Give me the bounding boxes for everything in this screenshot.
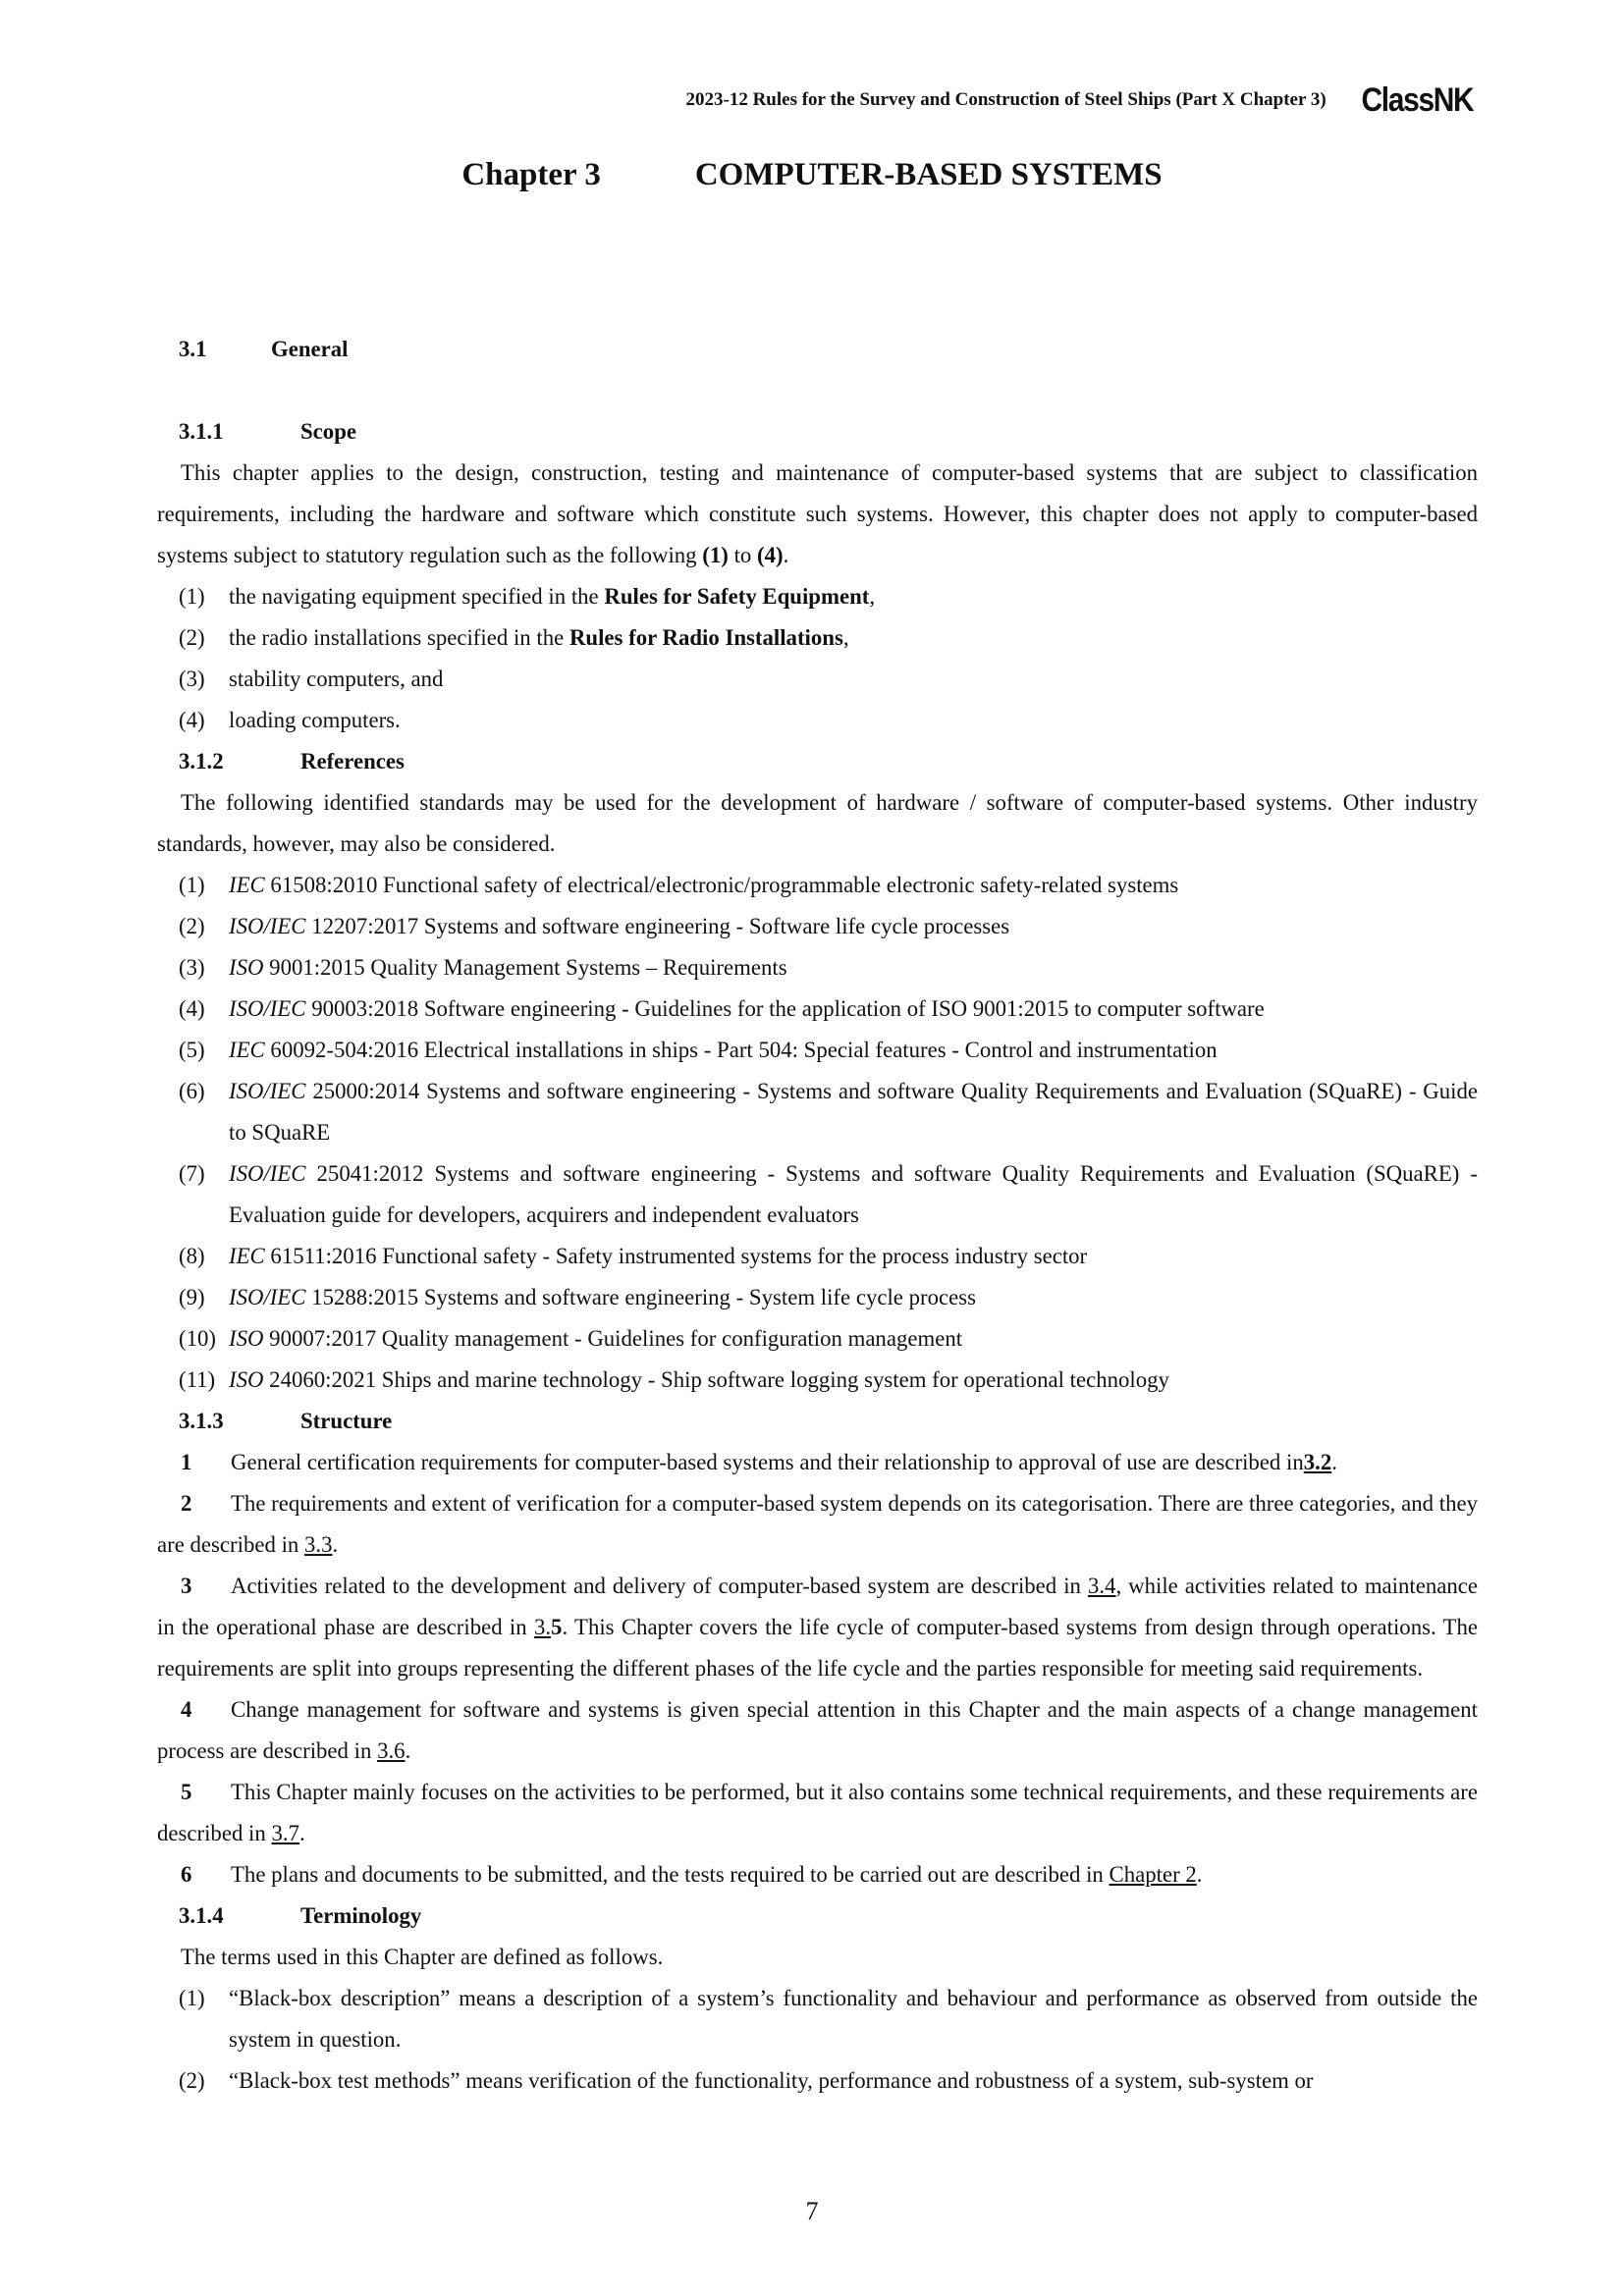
standard-title: 90003:2018 Software engineering - Guidelines for the application of ISO 9001:2015 to computer software — [305, 996, 1265, 1021]
numbered-paragraph — [157, 1772, 1478, 1854]
paragraph-text: The plans and documents to be submitted, and the tests required to be carried out are described in — [231, 1862, 1110, 1887]
subsection-heading-structure — [179, 1401, 1478, 1442]
scope-period: . — [783, 543, 789, 567]
list-item — [179, 1318, 1478, 1360]
subsection-heading-scope — [179, 411, 1478, 453]
list-item — [179, 659, 1478, 700]
standard-org: ISO — [229, 955, 264, 980]
item-label: (2) — [179, 625, 205, 650]
list-item — [179, 1360, 1478, 1401]
chapter-number: Chapter 3 — [461, 157, 601, 192]
list-item — [179, 1236, 1478, 1277]
paragraph-number: 6 — [181, 1862, 192, 1887]
standard-org: ISO/IEC — [229, 914, 306, 938]
section-link[interactable]: 3.2 — [1303, 1450, 1332, 1474]
standard-title: 9001:2015 Quality Management Systems – Requirements — [263, 955, 787, 980]
item-label: (8) — [179, 1244, 205, 1268]
list-item — [179, 1277, 1478, 1318]
subsection-number: 3.1.4 — [179, 1903, 224, 1928]
item-label: (1) — [179, 873, 205, 897]
scope-ref-end: (4) — [757, 543, 784, 567]
subsection-heading-terminology — [179, 1896, 1478, 1937]
item-text — [229, 1360, 1478, 1401]
paragraph-number: 2 — [181, 1491, 192, 1516]
list-item — [179, 576, 1478, 617]
paragraph-text-mid: , while activities related to maintenance in the operational phase are described in — [157, 1574, 1479, 1639]
scope-to: to — [728, 543, 758, 567]
list-item — [179, 2060, 1478, 2102]
item-text — [229, 988, 1478, 1030]
standard-org: ISO/IEC — [229, 1161, 306, 1186]
item-label: (3) — [179, 667, 205, 691]
item-label: (10) — [179, 1326, 216, 1351]
chapter-heading — [0, 157, 1624, 193]
section-heading — [179, 329, 1478, 370]
paragraph-number: 3 — [181, 1574, 192, 1598]
item-label: (4) — [179, 708, 205, 732]
paragraph-text: The requirements and extent of verification for a computer-based system depends on its categorisation. There are three categories, and they are described in — [157, 1491, 1478, 1557]
list-item — [179, 1978, 1478, 2060]
item-text — [229, 617, 1478, 659]
list-item — [179, 1071, 1478, 1153]
paragraph-text: Change management for software and systems is given special attention in this Chapter and the main aspects of a change management process are described in — [157, 1697, 1478, 1763]
item-text — [229, 906, 1478, 947]
item-text: “Black-box test methods” means verification of the functionality, performance and robustness of a system, sub-system or — [229, 2068, 1314, 2093]
item-label: (7) — [179, 1161, 205, 1186]
subsection-title: Structure — [300, 1409, 393, 1433]
paragraph-text: This Chapter mainly focuses on the activities to be performed, but it also contains some technical requirements, and these requirements are described in — [157, 1780, 1478, 1845]
item-label: (9) — [179, 1285, 205, 1309]
section-link[interactable]: 3. — [533, 1615, 552, 1639]
item-label: (2) — [179, 2068, 205, 2093]
standard-org: IEC — [229, 1244, 265, 1268]
paragraph-text: General certification requirements for computer-based systems and their relationship to approval of use are described in — [231, 1450, 1304, 1474]
item-label: (5) — [179, 1038, 205, 1062]
references-intro: The following identified standards may be used for the development of hardware / software of computer-based systems. Other industry standards, however, may also be considered. — [157, 790, 1478, 856]
numbered-paragraph — [157, 1566, 1478, 1689]
list-item — [179, 617, 1478, 659]
terminology-intro: The terms used in this Chapter are defined as follows. — [181, 1945, 664, 1969]
item-text-pre: the radio installations specified in the — [229, 625, 569, 650]
item-text-post: , — [842, 625, 849, 650]
section-link-bold[interactable]: 5 — [551, 1615, 563, 1639]
paragraph-text: Activities related to the development and delivery of computer-based system are described in — [231, 1574, 1088, 1598]
item-text — [229, 1236, 1478, 1277]
section-link[interactable]: 3.3 — [304, 1532, 333, 1557]
subsection-title: Scope — [300, 419, 356, 444]
item-text — [229, 1277, 1478, 1318]
subsection-title: References — [300, 749, 405, 774]
section-number: 3.1 — [179, 337, 207, 361]
paragraph-text-end: . — [1196, 1862, 1203, 1887]
scope-text: This chapter applies to the design, construction, testing and maintenance of computer-based systems that are subject to classification requirements, including the hardware and software which constitute such systems. However, this chapter does not apply to computer-based systems subject to statutory regulation such as the following — [157, 460, 1478, 567]
item-text: stability computers, and — [229, 667, 444, 691]
item-label: (1) — [179, 1986, 205, 2010]
numbered-paragraph — [157, 1442, 1478, 1483]
numbered-paragraph — [157, 1689, 1478, 1772]
paragraph-text-end: . — [298, 1821, 305, 1845]
item-text — [229, 1153, 1478, 1236]
item-label: (11) — [179, 1367, 216, 1392]
standard-title: 25041:2012 Systems and software engineering - Systems and software Quality Requirements and Evaluation (SQuaRE) - Evaluation guide for developers, acquirers and independent evaluators — [229, 1161, 1478, 1227]
subsection-number: 3.1.1 — [179, 419, 224, 444]
list-item — [179, 906, 1478, 947]
item-label: (2) — [179, 914, 205, 938]
standard-title: 90007:2017 Quality management - Guidelines for configuration management — [263, 1326, 963, 1351]
item-label: (6) — [179, 1079, 205, 1103]
item-text — [229, 1071, 1478, 1153]
subsection-number: 3.1.3 — [179, 1409, 224, 1433]
item-label: (4) — [179, 996, 205, 1021]
paragraph-text-end: . This Chapter covers the life cycle of computer-based systems from design through operations. The requirements are split into groups representing the different phases of the life cycle and the parties responsible for meeting said requirements. — [157, 1615, 1478, 1681]
scope-ref-start: (1) — [702, 543, 729, 567]
standard-org: ISO — [229, 1367, 264, 1392]
body-content — [157, 329, 1478, 2102]
spacer — [157, 370, 1478, 411]
subsection-heading-references — [179, 741, 1478, 782]
item-text: “Black-box description” means a description of a system’s functionality and behaviour and performance as observed from outside the system in question. — [229, 1986, 1478, 2052]
standard-org: ISO — [229, 1326, 264, 1351]
list-item — [179, 700, 1478, 741]
paragraph-text-end: . — [332, 1532, 339, 1557]
standard-title: 12207:2017 Systems and software engineering - Software life cycle processes — [305, 914, 1010, 938]
subsection-title: Terminology — [300, 1903, 422, 1928]
item-text — [229, 1318, 1478, 1360]
paragraph-text-end: . — [405, 1738, 411, 1763]
item-text — [229, 1030, 1478, 1071]
item-rule-name: Rules for Radio Installations — [568, 625, 843, 650]
standard-title: 24060:2021 Ships and marine technology - Ship software logging system for operational technology — [263, 1367, 1169, 1392]
section-title: General — [271, 337, 349, 361]
numbered-paragraph — [157, 1483, 1478, 1566]
chapter-title: COMPUTER-BASED SYSTEMS — [694, 157, 1163, 192]
standard-org: IEC — [229, 1038, 265, 1062]
item-text: loading computers. — [229, 708, 401, 732]
item-text — [229, 576, 1478, 617]
standard-title: 61511:2016 Functional safety - Safety instrumented systems for the process industry sector — [264, 1244, 1088, 1268]
standard-org: ISO/IEC — [229, 1285, 306, 1309]
standard-org: ISO/IEC — [229, 996, 306, 1021]
list-item — [179, 1153, 1478, 1236]
section-link[interactable]: 3.6 — [377, 1738, 406, 1763]
list-item — [179, 865, 1478, 906]
standard-org: IEC — [229, 873, 265, 897]
section-link[interactable]: 3.7 — [271, 1821, 299, 1845]
standard-title: 15288:2015 Systems and software engineering - System life cycle process — [305, 1285, 976, 1309]
header-title: 2023-12 Rules for the Survey and Construction of Steel Ships (Part X Chapter 3) — [685, 89, 1326, 110]
paragraph-number: 5 — [181, 1780, 192, 1804]
section-link[interactable]: 3.4 — [1087, 1574, 1116, 1598]
paragraph-number: 4 — [181, 1697, 192, 1722]
subsection-number: 3.1.2 — [179, 749, 224, 774]
chapter-link[interactable]: Chapter 2 — [1109, 1862, 1197, 1887]
classnk-logo: ClassNK — [1361, 80, 1473, 119]
list-item — [179, 988, 1478, 1030]
item-label: (3) — [179, 955, 205, 980]
numbered-paragraph — [157, 1854, 1478, 1896]
item-text — [229, 865, 1478, 906]
standard-title: 61508:2010 Functional safety of electrical/electronic/programmable electronic safety-related systems — [264, 873, 1179, 897]
item-text-post: , — [869, 584, 876, 609]
running-header — [0, 80, 1473, 120]
item-label: (1) — [179, 584, 205, 609]
standard-title: 60092-504:2016 Electrical installations in ships - Part 504: Special features - Control and instrumentation — [264, 1038, 1218, 1062]
standard-org: ISO/IEC — [229, 1079, 306, 1103]
list-item — [179, 947, 1478, 988]
paragraph-number: 1 — [181, 1450, 192, 1474]
list-item — [179, 1030, 1478, 1071]
paragraph-text-end: . — [1331, 1450, 1337, 1474]
item-text-pre: the navigating equipment specified in the — [229, 584, 605, 609]
page-number: 7 — [805, 2197, 819, 2225]
standard-title: 25000:2014 Systems and software engineering - Systems and software Quality Requirements and Evaluation (SQuaRE) - Guide to SQuaRE — [229, 1079, 1478, 1145]
scope-paragraph — [157, 453, 1478, 576]
item-rule-name: Rules for Safety Equipment — [604, 584, 870, 609]
item-text — [229, 947, 1478, 988]
